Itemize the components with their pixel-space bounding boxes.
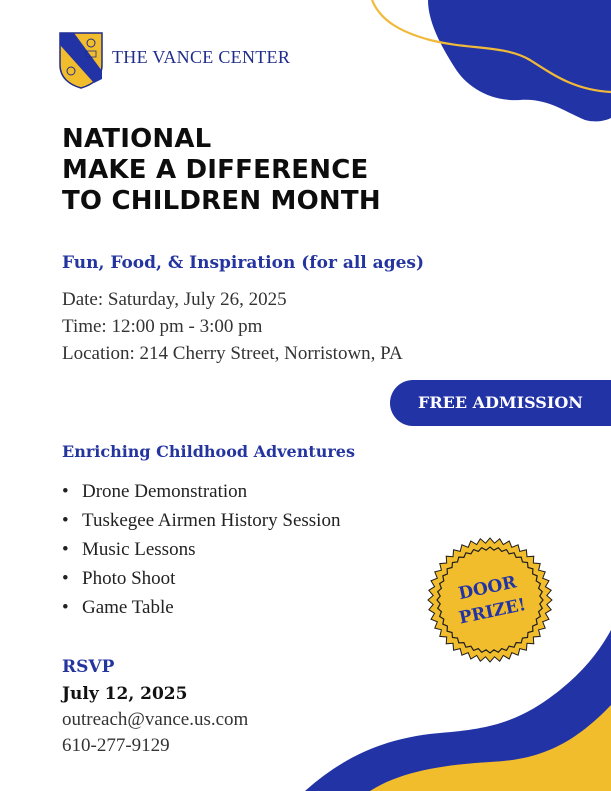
rsvp-phone[interactable]: 610-277-9129 [62,735,170,756]
bullet-icon: • [62,568,69,589]
bullet-icon: • [62,539,69,560]
activities-heading: Enriching Childhood Adventures [62,442,355,461]
event-date: Date: Saturday, July 26, 2025 [62,289,287,310]
page-title [62,124,381,217]
title-line: MAKE A DIFFERENCE [62,155,369,185]
list-item [62,535,340,564]
crest-logo-icon [58,31,104,89]
event-details [62,286,403,367]
activity-label: Tuskegee Airmen History Session [82,510,341,531]
title-line: NATIONAL [62,124,212,154]
title-line: TO CHILDREN MONTH [62,186,381,216]
bullet-icon: • [62,481,69,502]
bullet-icon: • [62,510,69,531]
rsvp-email[interactable]: outreach@vance.us.com [62,709,249,730]
activity-label: Music Lessons [82,539,196,560]
prize-line-2: PRIZE! [457,594,528,629]
top-blue-blob [428,0,611,121]
activity-label: Drone Demonstration [82,481,248,502]
list-item [62,477,340,506]
free-admission-banner: FREE ADMISSION [390,380,611,426]
rsvp-label: RSVP [62,657,115,677]
list-item [62,593,340,622]
activity-label: Photo Shoot [82,568,176,589]
list-item [62,564,340,593]
activities-list [62,477,340,622]
rsvp-date: July 12, 2025 [62,684,188,704]
org-name: THE VANCE CENTER [112,47,291,67]
event-time: Time: 12:00 pm - 3:00 pm [62,316,263,337]
seal-badge-icon [428,538,552,662]
event-location: Location: 214 Cherry Street, Norristown, PA [62,343,403,364]
activity-label: Game Table [82,597,174,618]
event-tagline: Fun, Food, & Inspiration (for all ages) [62,253,425,273]
bullet-icon: • [62,597,69,618]
list-item [62,506,340,535]
prize-line-1: DOOR [456,572,519,605]
door-prize-seal [425,535,555,665]
